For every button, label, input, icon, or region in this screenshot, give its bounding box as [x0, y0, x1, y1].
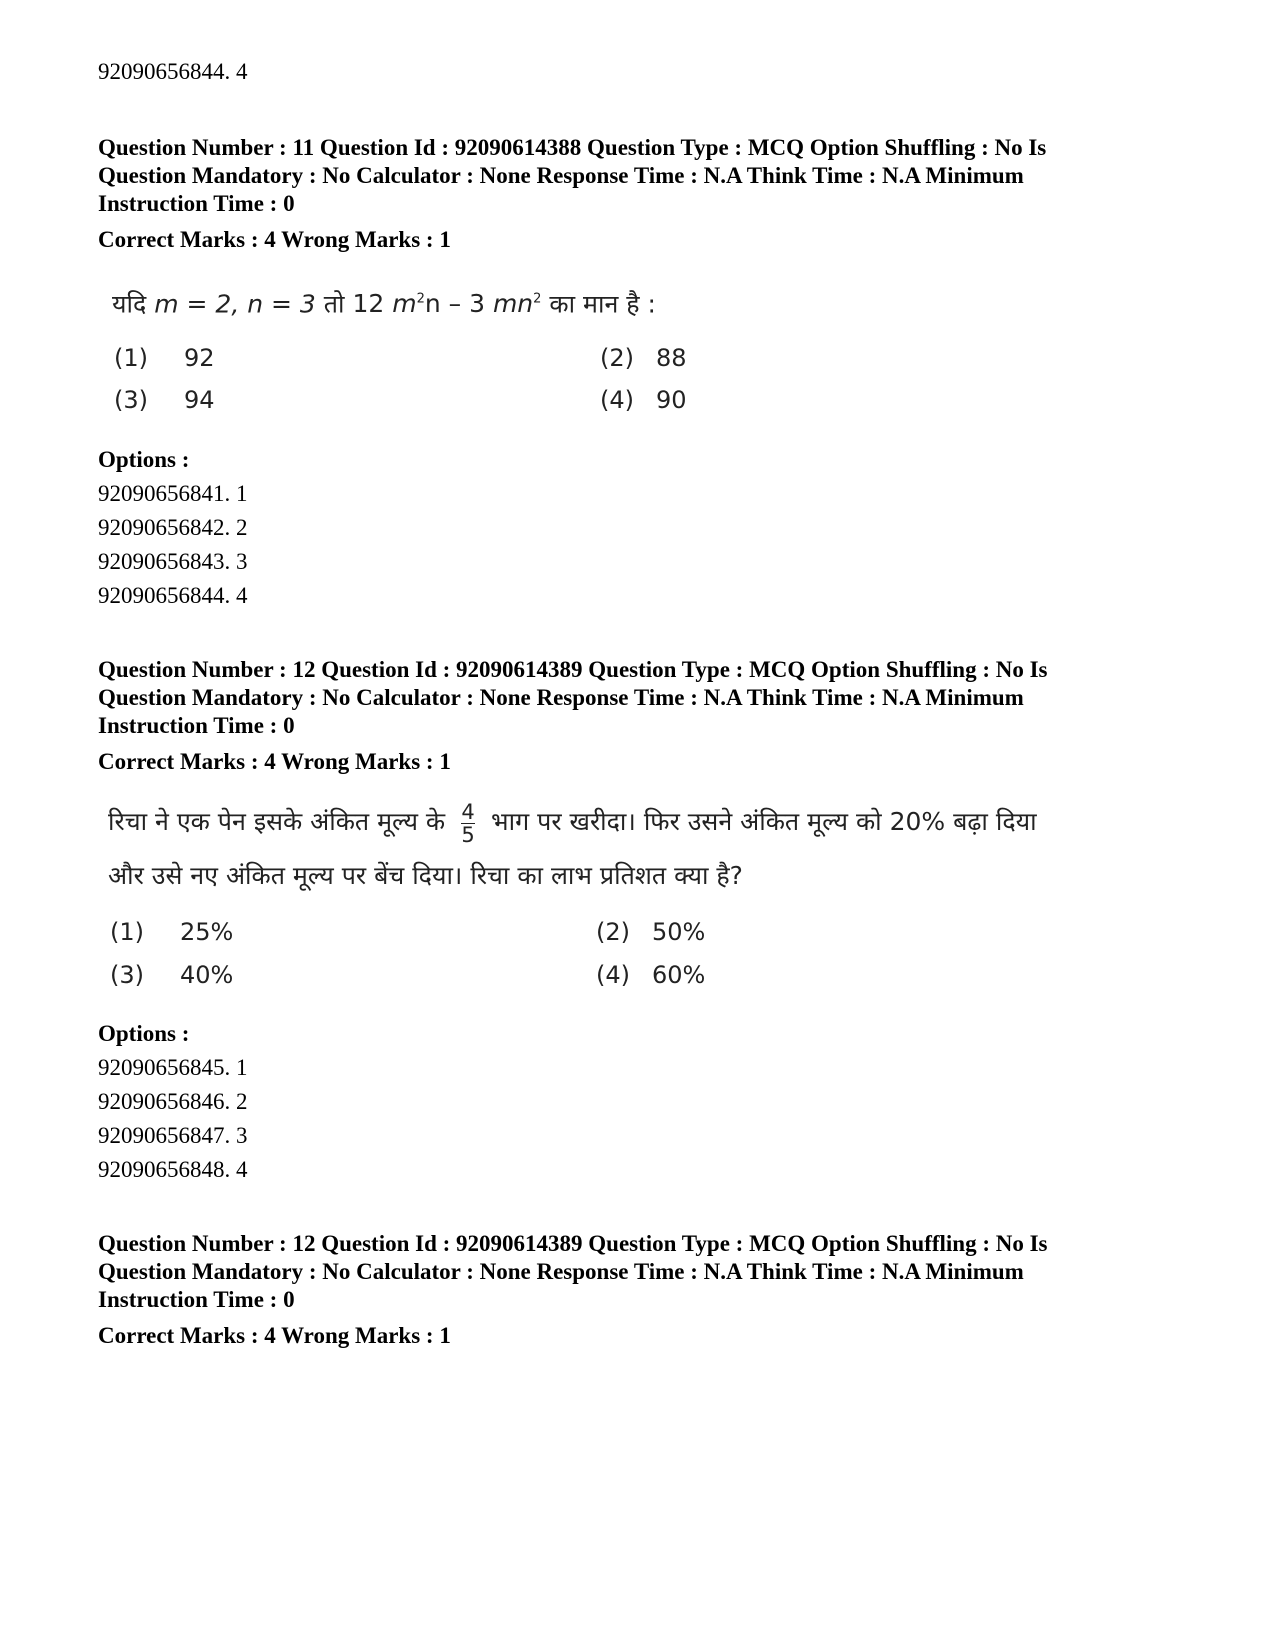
- question-11-meta: [98, 134, 1178, 218]
- meta-line: Question Number : 12 Question Id : 92090614389 Question Type : MCQ Option Shuffling : No Is: [98, 657, 1048, 682]
- math-expression: [352, 289, 541, 318]
- question-11-marks: Correct Marks : 4 Wrong Marks : 1: [98, 227, 451, 252]
- math-var: m: [392, 289, 417, 319]
- option-line: 92090656845. 1: [98, 1055, 248, 1080]
- meta-line: Question Mandatory : No Calculator : None Response Time : N.A Think Time : N.A Minimum: [98, 685, 1024, 710]
- meta-line: Instruction Time : 0: [98, 1287, 295, 1312]
- meta-line: Instruction Time : 0: [98, 713, 295, 738]
- option-line: 92090656843. 3: [98, 549, 248, 574]
- meta-line: Instruction Time : 0: [98, 191, 295, 216]
- choice-value: 94: [184, 386, 215, 414]
- question-12-body: [108, 796, 1037, 902]
- options-label: Options :: [98, 447, 190, 472]
- math-part: 12: [352, 289, 393, 319]
- choice-value: 88: [656, 344, 687, 372]
- choice-value: 60%: [652, 961, 706, 989]
- choice-number: (4): [600, 386, 634, 414]
- option-line: 92090656846. 2: [98, 1089, 248, 1114]
- question-12-line-2: और उसे नए अंकित मूल्य पर बेंच दिया। रिचा का लाभ प्रतिशत क्या है?: [108, 861, 743, 890]
- math-part: n – 3: [424, 289, 493, 319]
- choice-1: [110, 918, 233, 946]
- choice-number: (1): [114, 344, 148, 372]
- meta-line: Question Number : 12 Question Id : 92090614389 Question Type : MCQ Option Shuffling : No Is: [98, 1231, 1048, 1256]
- question-12b-marks: Correct Marks : 4 Wrong Marks : 1: [98, 1323, 451, 1348]
- choice-value: 40%: [180, 961, 234, 989]
- choice-1: [114, 344, 215, 372]
- choice-3: [110, 961, 233, 989]
- choice-value: 25%: [180, 918, 234, 946]
- choice-number: (4): [596, 961, 630, 989]
- options-label: Options :: [98, 1021, 190, 1046]
- meta-line: Question Number : 11 Question Id : 92090614388 Question Type : MCQ Option Shuffling : No Is: [98, 135, 1047, 160]
- choice-2: [596, 918, 705, 946]
- choice-number: (1): [110, 918, 144, 946]
- question-12-meta: [98, 656, 1178, 740]
- math-expression: m = 2, n = 3: [154, 289, 316, 319]
- text-segment: यदि: [112, 289, 147, 319]
- choice-4: [600, 386, 687, 414]
- choice-number: (2): [596, 918, 630, 946]
- meta-line: Question Mandatory : No Calculator : None Response Time : N.A Think Time : N.A Minimum: [98, 163, 1024, 188]
- option-line: 92090656847. 3: [98, 1123, 248, 1148]
- choice-number: (2): [600, 344, 634, 372]
- fraction-denominator: 5: [461, 822, 475, 847]
- meta-line: Question Mandatory : No Calculator : None Response Time : N.A Think Time : N.A Minimum: [98, 1259, 1024, 1284]
- option-line: 92090656842. 2: [98, 515, 248, 540]
- choice-3: [114, 386, 215, 414]
- previous-option-line: 92090656844. 4: [98, 59, 248, 84]
- math-exponent: 2: [416, 292, 425, 307]
- choice-value: 92: [184, 344, 215, 372]
- option-line: 92090656841. 1: [98, 481, 248, 506]
- text-segment: भाग पर खरीदा। फिर उसने अंकित मूल्य को 20% बढ़ा दिया: [491, 807, 1037, 836]
- choice-value: 50%: [652, 918, 706, 946]
- fraction-numerator: 4: [461, 799, 475, 824]
- text-segment: का मान है :: [549, 289, 656, 319]
- option-line: 92090656848. 4: [98, 1157, 248, 1182]
- math-exponent: 2: [533, 292, 542, 307]
- choice-4: [596, 961, 705, 989]
- choice-value: 90: [656, 386, 687, 414]
- question-12-line-1: [108, 796, 1037, 848]
- choice-2: [600, 344, 687, 372]
- math-var: mn: [492, 289, 534, 319]
- question-12-marks: Correct Marks : 4 Wrong Marks : 1: [98, 749, 451, 774]
- text-segment: रिचा ने एक पेन इसके अंकित मूल्य के: [108, 807, 446, 836]
- question-11-body: [112, 274, 656, 330]
- option-line: 92090656844. 4: [98, 583, 248, 608]
- fraction: [461, 801, 475, 846]
- question-11-text: [112, 274, 656, 330]
- choice-number: (3): [114, 386, 148, 414]
- choice-number: (3): [110, 961, 144, 989]
- text-segment: तो: [323, 289, 345, 319]
- question-12b-meta: [98, 1230, 1178, 1314]
